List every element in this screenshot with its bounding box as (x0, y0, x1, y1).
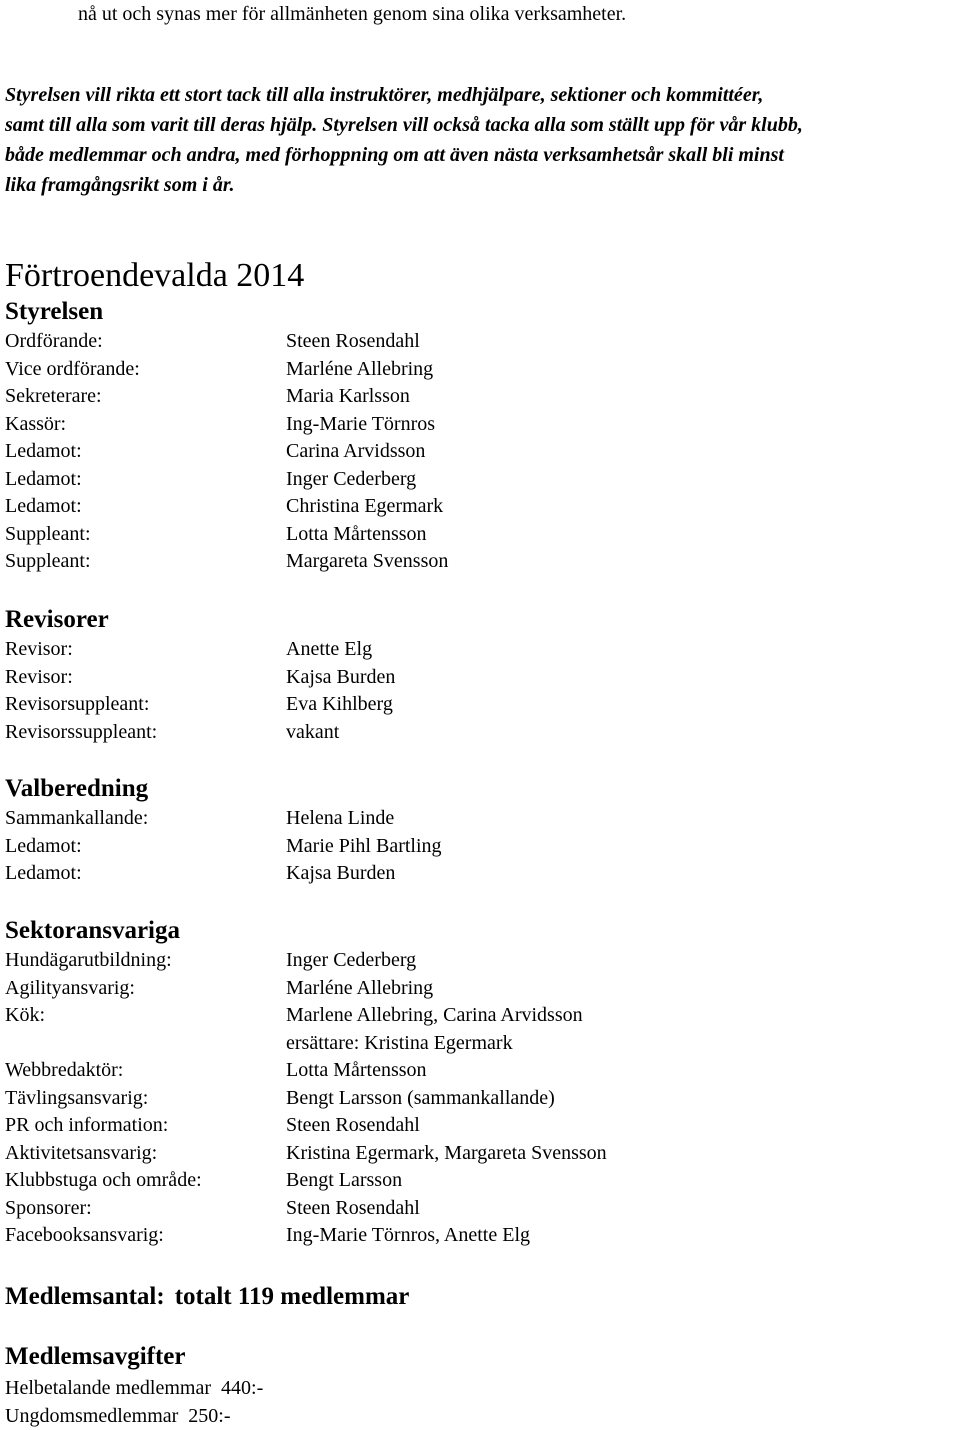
role-label: Sponsorer: (5, 1196, 92, 1219)
role-label: Suppleant: (5, 550, 91, 572)
role-label: Ledamot: (5, 440, 82, 462)
fee-line: Helbetalande medlemmar 440:- (5, 1377, 264, 1399)
role-holder: Lotta Mårtensson (286, 522, 427, 545)
role-holder: Anette Elg (286, 638, 373, 660)
role-label: Suppleant: (5, 522, 91, 545)
role-holder: Eva Kihlberg (286, 693, 393, 715)
role-label: Ledamot: (5, 834, 82, 857)
role-label: Ledamot: (5, 495, 82, 517)
role-holder: Marlene Allebring, Carina Arvidsson (286, 1004, 583, 1026)
role-holder: Steen Rosendahl (286, 1114, 420, 1136)
role-label: PR och information: (5, 1114, 169, 1136)
role-label: Hundägarutbildning: (5, 949, 172, 971)
role-label: Agilityansvarig: (5, 976, 135, 999)
member-count-label: Medlemsantal: (5, 1283, 165, 1310)
role-holder: ersättare: Kristina Egermark (286, 1031, 513, 1054)
role-label: Aktivitetsansvarig: (5, 1141, 158, 1164)
fees-list (5, 1374, 263, 1430)
role-holder: Bengt Larsson (286, 1169, 403, 1191)
role-label: Revisorssuppleant: (5, 720, 158, 743)
role-holder: Marléne Allebring (286, 357, 434, 380)
role-holder: vakant (286, 720, 340, 743)
section-heading-styrelsen: Styrelsen (5, 298, 104, 325)
role-holder: Helena Linde (286, 807, 395, 829)
thanks-line: samt till alla som varit till deras hjälp. Styrelsen vill också tacka alla som ställt upp för vår klubb, (5, 114, 803, 136)
section-heading-sektoransvariga: Sektoransvariga (5, 917, 180, 944)
role-holder: Ing-Marie Törnros (286, 412, 436, 435)
section-heading-valberedning: Valberedning (5, 775, 149, 802)
role-holder: Kajsa Burden (286, 862, 396, 884)
role-label: Ordförande: (5, 330, 103, 352)
role-holder: Steen Rosendahl (286, 1196, 420, 1219)
role-holder: Bengt Larsson (sammankallande) (286, 1086, 555, 1109)
role-label: Revisor: (5, 638, 73, 660)
role-label: Ledamot: (5, 862, 82, 884)
role-label: Klubbstuga och område: (5, 1169, 202, 1191)
thanks-paragraph (5, 80, 960, 200)
role-holder: Ing-Marie Törnros, Anette Elg (286, 1224, 531, 1246)
role-label: Revisorsuppleant: (5, 693, 150, 715)
intro-top-line: nå ut och synas mer för allmänheten genom sina olika verksamheter. (78, 3, 627, 25)
role-label: Sammankallande: (5, 807, 149, 829)
role-holder: Carina Arvidsson (286, 440, 426, 462)
role-label: Kassör: (5, 412, 67, 435)
role-holder: Marléne Allebring (286, 976, 434, 999)
role-holder: Marie Pihl Bartling (286, 834, 442, 857)
role-label: Tävlingsansvarig: (5, 1086, 149, 1109)
section-heading-medlemsavgifter: Medlemsavgifter (5, 1343, 186, 1370)
role-holder: Lotta Mårtensson (286, 1059, 427, 1081)
role-label: Vice ordförande: (5, 357, 140, 380)
role-label: Kök: (5, 1004, 45, 1026)
member-count-value: totalt 119 medlemmar (174, 1283, 410, 1310)
role-label: Facebooksansvarig: (5, 1224, 164, 1246)
thanks-line: lika framgångsrikt som i år. (5, 174, 235, 196)
section-heading-revisorer: Revisorer (5, 606, 109, 633)
member-count (5, 1281, 409, 1313)
role-holder: Maria Karlsson (286, 385, 410, 407)
role-holder: Margareta Svensson (286, 550, 449, 572)
fee-line: Ungdomsmedlemmar 250:- (5, 1405, 231, 1427)
thanks-line: både medlemmar och andra, med förhoppning om att även nästa verksamhetsår skall bli minst (5, 144, 784, 166)
role-holder: Inger Cederberg (286, 949, 417, 971)
role-label: Ledamot: (5, 467, 82, 490)
role-holder: Kristina Egermark, Margareta Svensson (286, 1141, 607, 1164)
role-label: Revisor: (5, 665, 73, 688)
role-holder: Steen Rosendahl (286, 330, 420, 352)
role-label: Sekreterare: (5, 385, 102, 407)
role-holder: Inger Cederberg (286, 467, 417, 490)
role-holder: Kajsa Burden (286, 665, 396, 688)
page-title: Förtroendevalda 2014 (5, 257, 305, 294)
thanks-line: Styrelsen vill rikta ett stort tack till alla instruktörer, medhjälpare, sektioner och kommittéer, (5, 84, 764, 106)
role-label: Webbredaktör: (5, 1059, 124, 1081)
role-holder: Christina Egermark (286, 495, 444, 517)
